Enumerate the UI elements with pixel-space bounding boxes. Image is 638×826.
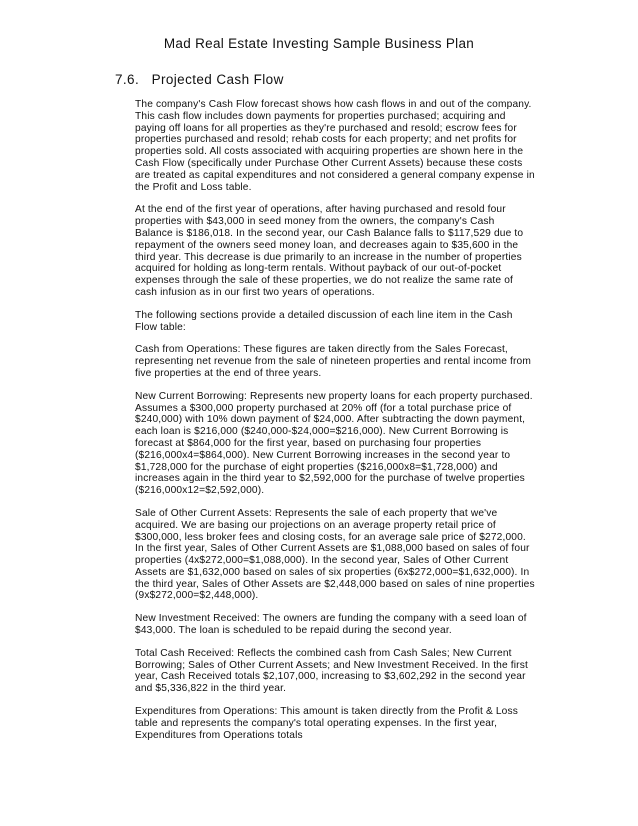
paragraph-cash-from-operations: Cash from Operations: These figures are taken directly from the Sales Forecast, representing net revenue from the sale of nineteen properties and rental income from five properties at the end of three years. <box>135 344 531 379</box>
paragraph-sale-of-other-current-assets: Sale of Other Current Assets: Represents the sale of each property that we've acquired. We are basing our projections on an average property retail price of $300,000, less broker fees and closing costs, for an average sale price of $272,000. In the first year, Sales of Other Current Assets are $1,088,000 based on sales of four properties (4x$272,000=$1,088,000). In the second year, Sales of Other Current Assets are $1,632,000 based on sales of six properties (6x$272,000=$1,632,000). In the third year, Sales of Other Assets are $2,448,000 based on sales of nine properties (9x$272,000=$2,448,000). <box>135 507 535 602</box>
paragraph-cash-balance: At the end of the first year of operations, after having purchased and resold four properties with $43,000 in seed money from the owners, the company's Cash Balance is $186,018. In the second year, our Cash Balance falls to $117,529 due to repayment of the owners seed money loan, and decreases again to $35,600 in the third year. This decrease is due primarily to an increase in the number of properties acquired for holding as long-term rentals. Without payback of our out-of-pocket expenses through the sale of these properties, we do not realize the same rate of cash infusion as in our first two years of operations. <box>135 204 524 298</box>
section-number: 7.6. <box>115 72 140 87</box>
section-heading <box>115 72 284 87</box>
section-title: Projected Cash Flow <box>151 72 284 87</box>
paragraph-new-current-borrowing: New Current Borrowing: Represents new property loans for each property purchased. Assumes a $300,000 property purchased at 20% off (for a total purchase price of $240,000) with 10% down payment of $24,000. After subtracting the down payment, each loan is $216,000 ($240,000-$24,000=$216,000). New Current Borrowing is forecast at $864,000 for the first year, based on purchasing four properties ($216,000x4=$864,000). New Current Borrowing increases in the second year to $1,728,000 for the purchase of eight properties ($216,000x8=$1,728,000) and increases again in the third year to $2,592,000 for the purchase of twelve properties ($216,000x12=$2,592,000). <box>135 390 533 497</box>
page-header: Mad Real Estate Investing Sample Business Plan <box>163 36 475 51</box>
paragraph-total-cash-received: Total Cash Received: Reflects the combined cash from Cash Sales; New Current Borrowing; Sales of Other Current Assets; and New Investment Received. In the first year, Cash Received totals $2,107,000, increasing to $3,602,292 in the second year and $5,336,822 in the third year. <box>135 647 528 695</box>
paragraph-expenditures-from-operations: Expenditures from Operations: This amount is taken directly from the Profit & Loss table and represents the company's total operating expenses. In the first year, Expenditures from Operations totals <box>135 706 518 741</box>
paragraph-line-items-intro: The following sections provide a detailed discussion of each line item in the Cash Flow table: <box>135 309 513 333</box>
paragraph-cash-flow-overview: The company's Cash Flow forecast shows how cash flows in and out of the company. This cash flow includes down payments for properties purchased; acquiring and paying off loans for all properties as they're purchased and resold; escrow fees for properties purchased and resold; rehab costs for each property; and net profits for properties sold. All costs associated with acquiring properties are shown here in the Cash Flow (specifically under Purchase Other Current Assets) because these costs are treated as capital expenditures and not considered a general company expense in the Profit and Loss table. <box>135 99 535 193</box>
section-body <box>135 99 535 752</box>
paragraph-new-investment-received: New Investment Received: The owners are funding the company with a seed loan of $43,000. The loan is scheduled to be repaid during the second year. <box>135 613 527 637</box>
